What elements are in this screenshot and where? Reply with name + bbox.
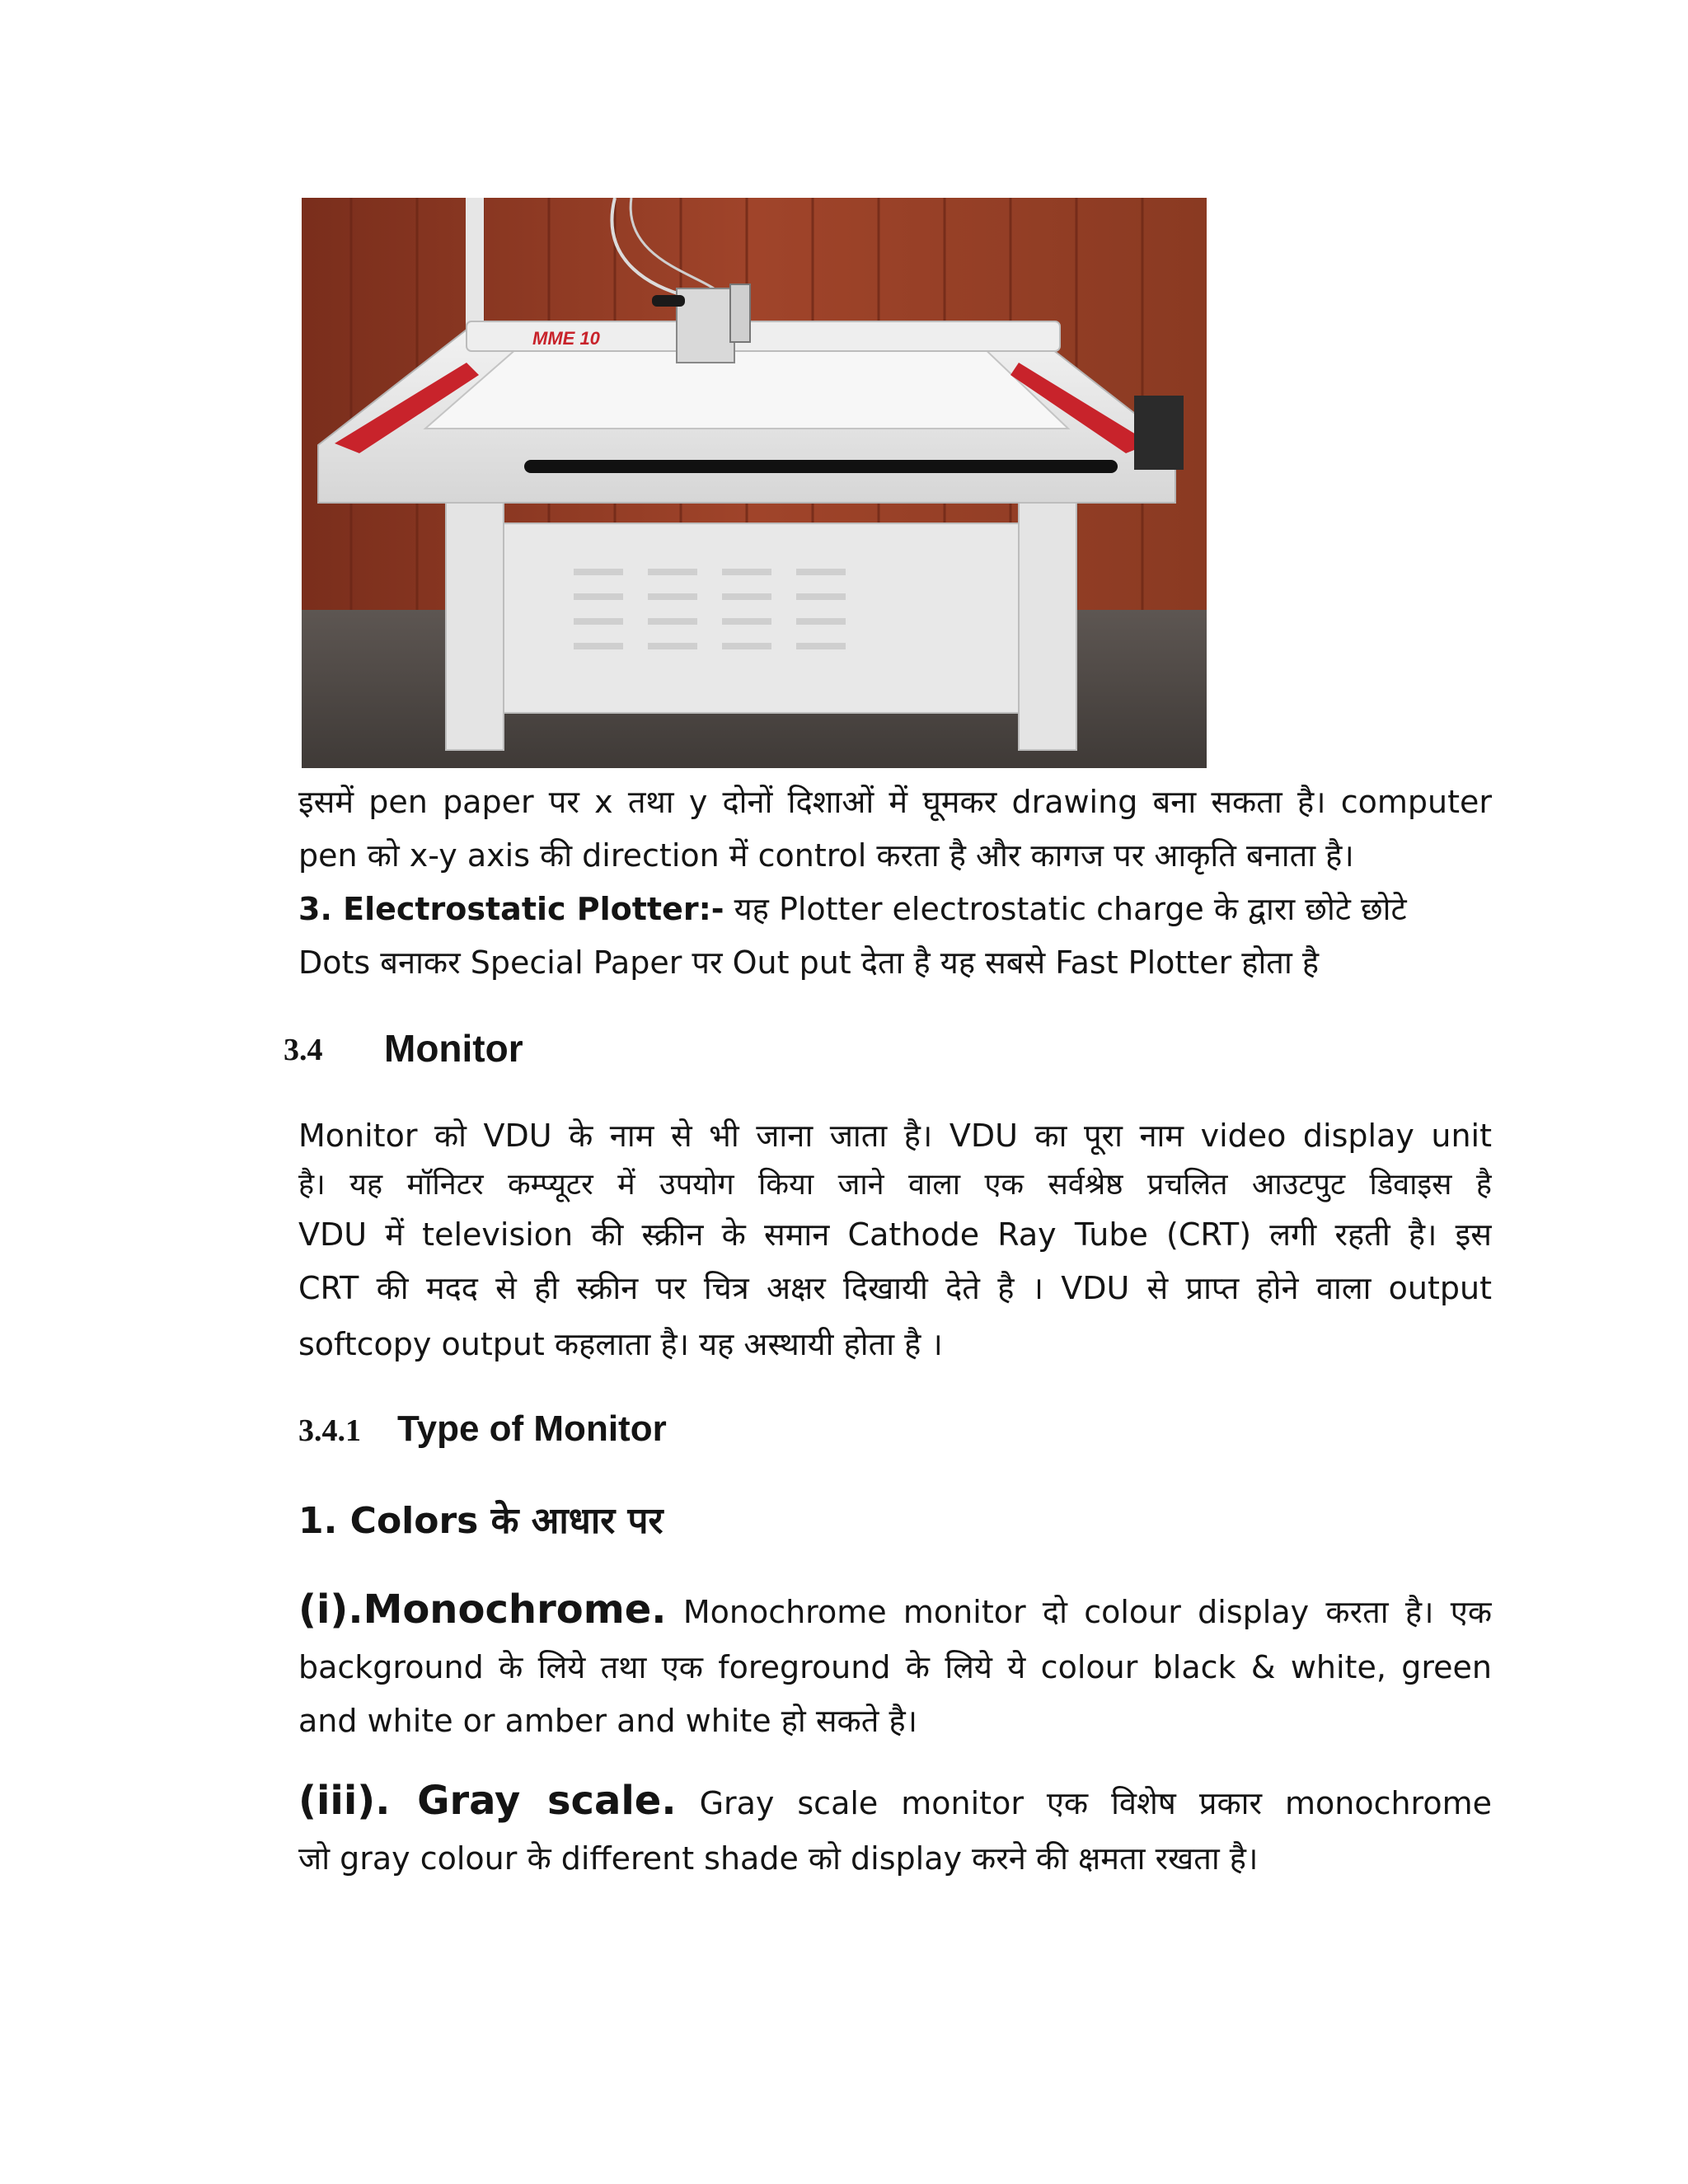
monitor-paragraph-line-3: VDU में television की स्क्रीन के समान Cathode Ray Tube (CRT) लगी रहती है। इस [298, 1216, 1492, 1253]
grayscale-line-2: जो gray colour के different shade को display करने की क्षमता रखता है। [298, 1840, 1259, 1877]
monochrome-line-3: and white or amber and white हो सकते है। [298, 1703, 918, 1739]
monitor-paragraph-line-4: CRT की मदद से ही स्क्रीन पर चित्र अक्षर दिखायी देते है । VDU से प्राप्त होने वाला output [298, 1270, 1492, 1306]
section-title: Monitor [384, 1027, 523, 1070]
monochrome-text: Monochrome monitor दो colour display करता है। एक [666, 1594, 1492, 1630]
monochrome-heading: (i).Monochrome. [298, 1586, 667, 1633]
plotter-text-line-2: pen को x-y axis की direction में control करता है और कागज पर आकृति बनाता है। [298, 837, 1354, 874]
monochrome-line-2: background के लिये तथा एक foreground के लिये ये colour black & white, green [298, 1649, 1492, 1685]
subsection-title: Type of Monitor [397, 1408, 667, 1449]
monitor-paragraph-line-5: softcopy output कहलाता है। यह अस्थायी होता है । [298, 1326, 943, 1362]
grayscale-line-1 [298, 1772, 1492, 1830]
monitor-paragraph-line-1: Monitor को VDU के नाम से भी जाना जाता है। VDU का पूरा नाम video display unit [298, 1118, 1492, 1154]
electrostatic-plotter-text: यह Plotter electrostatic charge के द्वारा छोटे छोटे [724, 891, 1407, 927]
subsection-number: 3.4.1 [298, 1413, 361, 1448]
grayscale-text: Gray scale monitor एक विशेष प्रकार monochrome [699, 1785, 1492, 1821]
grayscale-heading: (iii). Gray scale. [298, 1778, 677, 1824]
machine-label: MME 10 [532, 328, 600, 349]
plotter-photo [302, 198, 1207, 768]
electrostatic-plotter-heading: 3. Electrostatic Plotter:- [298, 891, 724, 927]
plotter-text-line-3 [298, 882, 1492, 936]
plotter-text-line-4: Dots बनाकर Special Paper पर Out put देता है यह सबसे Fast Plotter होता है [298, 944, 1320, 981]
plotter-text-line-1: इसमें pen paper पर x तथा y दोनों दिशाओं में घूमकर drawing बना सकता है। computer [298, 784, 1492, 820]
monochrome-line-1 [298, 1581, 1492, 1638]
colors-heading: 1. Colors के आधार पर [298, 1500, 663, 1542]
section-number: 3.4 [284, 1033, 323, 1067]
monitor-paragraph-line-2: है। यह मॉनिटर कम्प्यूटर में उपयोग किया जाने वाला एक सर्वश्रेष्ठ प्रचलित आउटपुट डिवाइस है [298, 1168, 1492, 1202]
